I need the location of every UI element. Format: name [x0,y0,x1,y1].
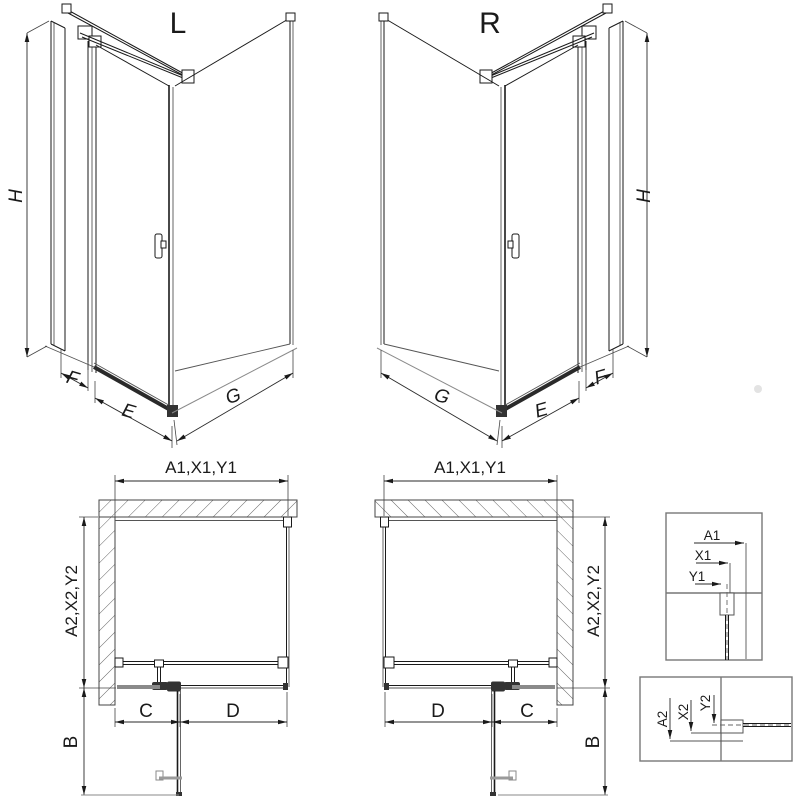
plan-left-d-label: D [226,701,240,722]
detail-x2-label: X2 [676,703,691,721]
detail-box-depth-reference [640,677,792,761]
iso-left-g-label: G [223,384,244,410]
plan-view-right [375,475,573,796]
plan-view-left [99,475,297,796]
iso-left-f-label: F [64,367,81,391]
iso-right-g-label: G [431,384,452,410]
iso-left-h-label: H [6,189,27,203]
detail-y1-label: Y1 [688,569,706,584]
detail-y2-label: Y2 [698,694,713,712]
detail-x1-label: X1 [694,548,712,563]
iso-right-orientation-label: R [479,7,501,40]
iso-left-orientation-label: L [169,7,187,40]
plan-right-width-label: A1,X1,Y1 [434,458,506,477]
detail-box-width-reference [666,513,762,660]
iso-right-f-label: F [592,366,609,390]
plan-left-depth-label: A2,X2,Y2 [62,565,81,637]
plan-right-d-label: D [431,701,445,722]
iso-right-h-label: H [634,189,655,203]
plan-left-b-label: B [61,735,82,749]
plan-left-width-label: A1,X1,Y1 [165,458,237,477]
iso-left-e-label: E [119,399,138,424]
detail-a1-label: A1 [703,528,721,543]
iso-right-e-label: E [532,398,551,423]
plan-left-c-label: C [139,701,153,722]
plan-right-depth-label: A2,X2,Y2 [584,565,603,637]
plan-right-b-label: B [583,735,604,749]
detail-a2-label: A2 [655,710,670,728]
watermark-dot [754,385,762,393]
plan-right-c-label: C [520,701,534,722]
